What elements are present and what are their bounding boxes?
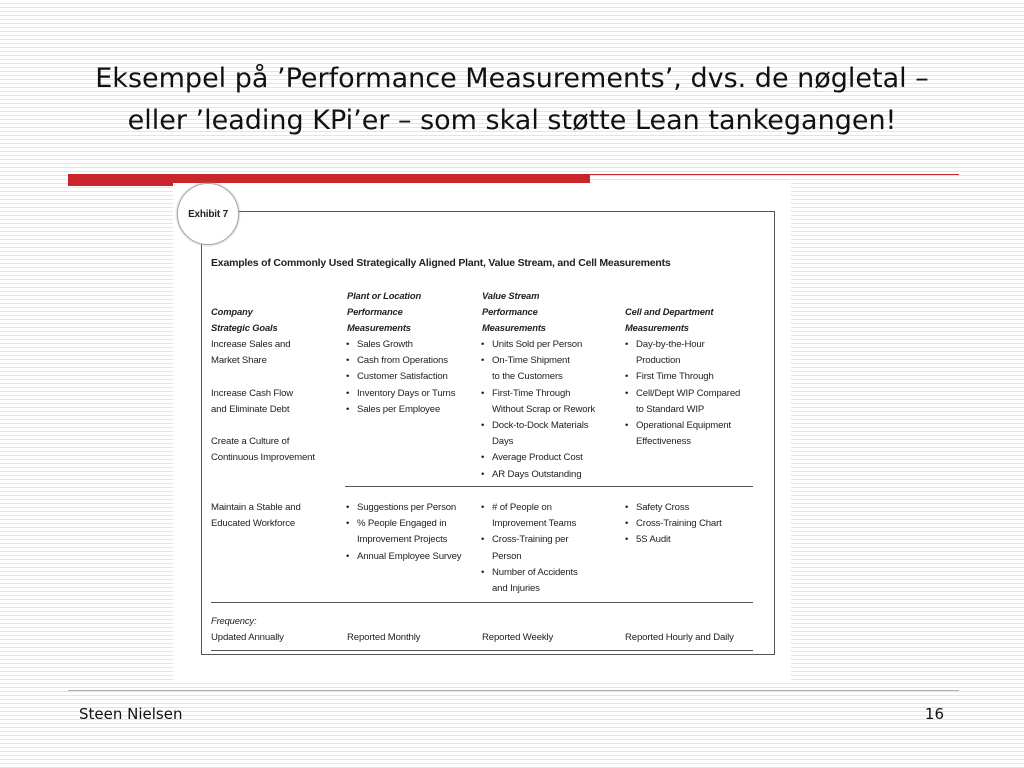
company-goals-list-2: Maintain a Stable and Educated Workforce	[211, 502, 301, 530]
list-item: • On-Time Shipment to the Customers	[481, 353, 595, 385]
frequency-plant: Reported Monthly	[347, 632, 421, 643]
list-item: • First Time Through	[625, 369, 740, 385]
list-item: • Day-by-the-Hour Production	[625, 337, 740, 369]
list-item: • Cross-Training Chart	[625, 516, 722, 532]
value-stream-measurements-list	[481, 337, 595, 483]
frequency-company: Updated Annually	[211, 632, 284, 643]
footer-divider	[68, 690, 959, 691]
exhibit-figure	[173, 183, 791, 683]
section-divider	[345, 486, 753, 487]
plant-measurements-list	[346, 337, 455, 418]
list-item: • Customer Satisfaction	[346, 369, 455, 385]
cell-measurements-list	[625, 337, 740, 450]
frequency-divider	[211, 602, 753, 603]
list-item: • Units Sold per Person	[481, 337, 595, 353]
header-cell-measurements: Cell and Department Measurements	[625, 306, 714, 334]
header-value-stream-measurements: Value Stream Performance Measurements	[482, 290, 546, 334]
list-item: • Annual Employee Survey	[346, 549, 461, 565]
plant-measurements-list-2	[346, 500, 461, 565]
title-line-2: eller ’leading KPi’er – som skal støtte Lean tankegangen!	[127, 105, 897, 136]
bottom-divider	[211, 650, 753, 651]
list-item: • Cash from Operations	[346, 353, 455, 369]
cell-measurements-list-2	[625, 500, 722, 549]
list-item: • % People Engaged in Improvement Projects	[346, 516, 461, 548]
list-item: • Average Product Cost	[481, 450, 595, 466]
list-item: • Number of Accidents and Injuries	[481, 565, 578, 597]
header-plant-measurements: Plant or Location Performance Measurements	[347, 290, 422, 334]
list-item: • Cross-Training per Person	[481, 532, 578, 564]
list-item: • Inventory Days or Turns	[346, 386, 455, 402]
frequency-value-stream: Reported Weekly	[482, 632, 554, 643]
company-goals-list: Increase Sales and Market Share Increase Cash Flow and Eliminate Debt Create a Culture of Continuous Improvement	[211, 339, 315, 464]
list-item: • Sales per Employee	[346, 402, 455, 418]
list-item: • # of People on Improvement Teams	[481, 500, 578, 532]
list-item: • Suggestions per Person	[346, 500, 461, 516]
frequency-label: Frequency:	[211, 615, 257, 626]
list-item: • 5S Audit	[625, 532, 722, 548]
list-item: • First-Time Through Without Scrap or Rework	[481, 386, 595, 418]
list-item: • Safety Cross	[625, 500, 722, 516]
slide-title	[40, 58, 984, 142]
exhibit-heading: Examples of Commonly Used Strategically Aligned Plant, Value Stream, and Cell Measurements	[211, 257, 671, 269]
frequency-cell: Reported Hourly and Daily	[625, 632, 734, 643]
footer-author: Steen Nielsen	[79, 705, 183, 723]
list-item: • Dock-to-Dock Materials Days	[481, 418, 595, 450]
list-item: • Operational Equipment Effectiveness	[625, 418, 740, 450]
list-item: • Cell/Dept WIP Compared to Standard WIP	[625, 386, 740, 418]
value-stream-measurements-list-2	[481, 500, 578, 597]
list-item: • AR Days Outstanding	[481, 467, 595, 483]
exhibit-badge: Exhibit 7	[177, 183, 239, 245]
title-line-1: Eksempel på ’Performance Measurements’, dvs. de nøgletal –	[95, 63, 929, 94]
list-item: • Sales Growth	[346, 337, 455, 353]
page-number: 16	[924, 705, 944, 723]
header-company-goals: Company Strategic Goals	[211, 306, 278, 334]
